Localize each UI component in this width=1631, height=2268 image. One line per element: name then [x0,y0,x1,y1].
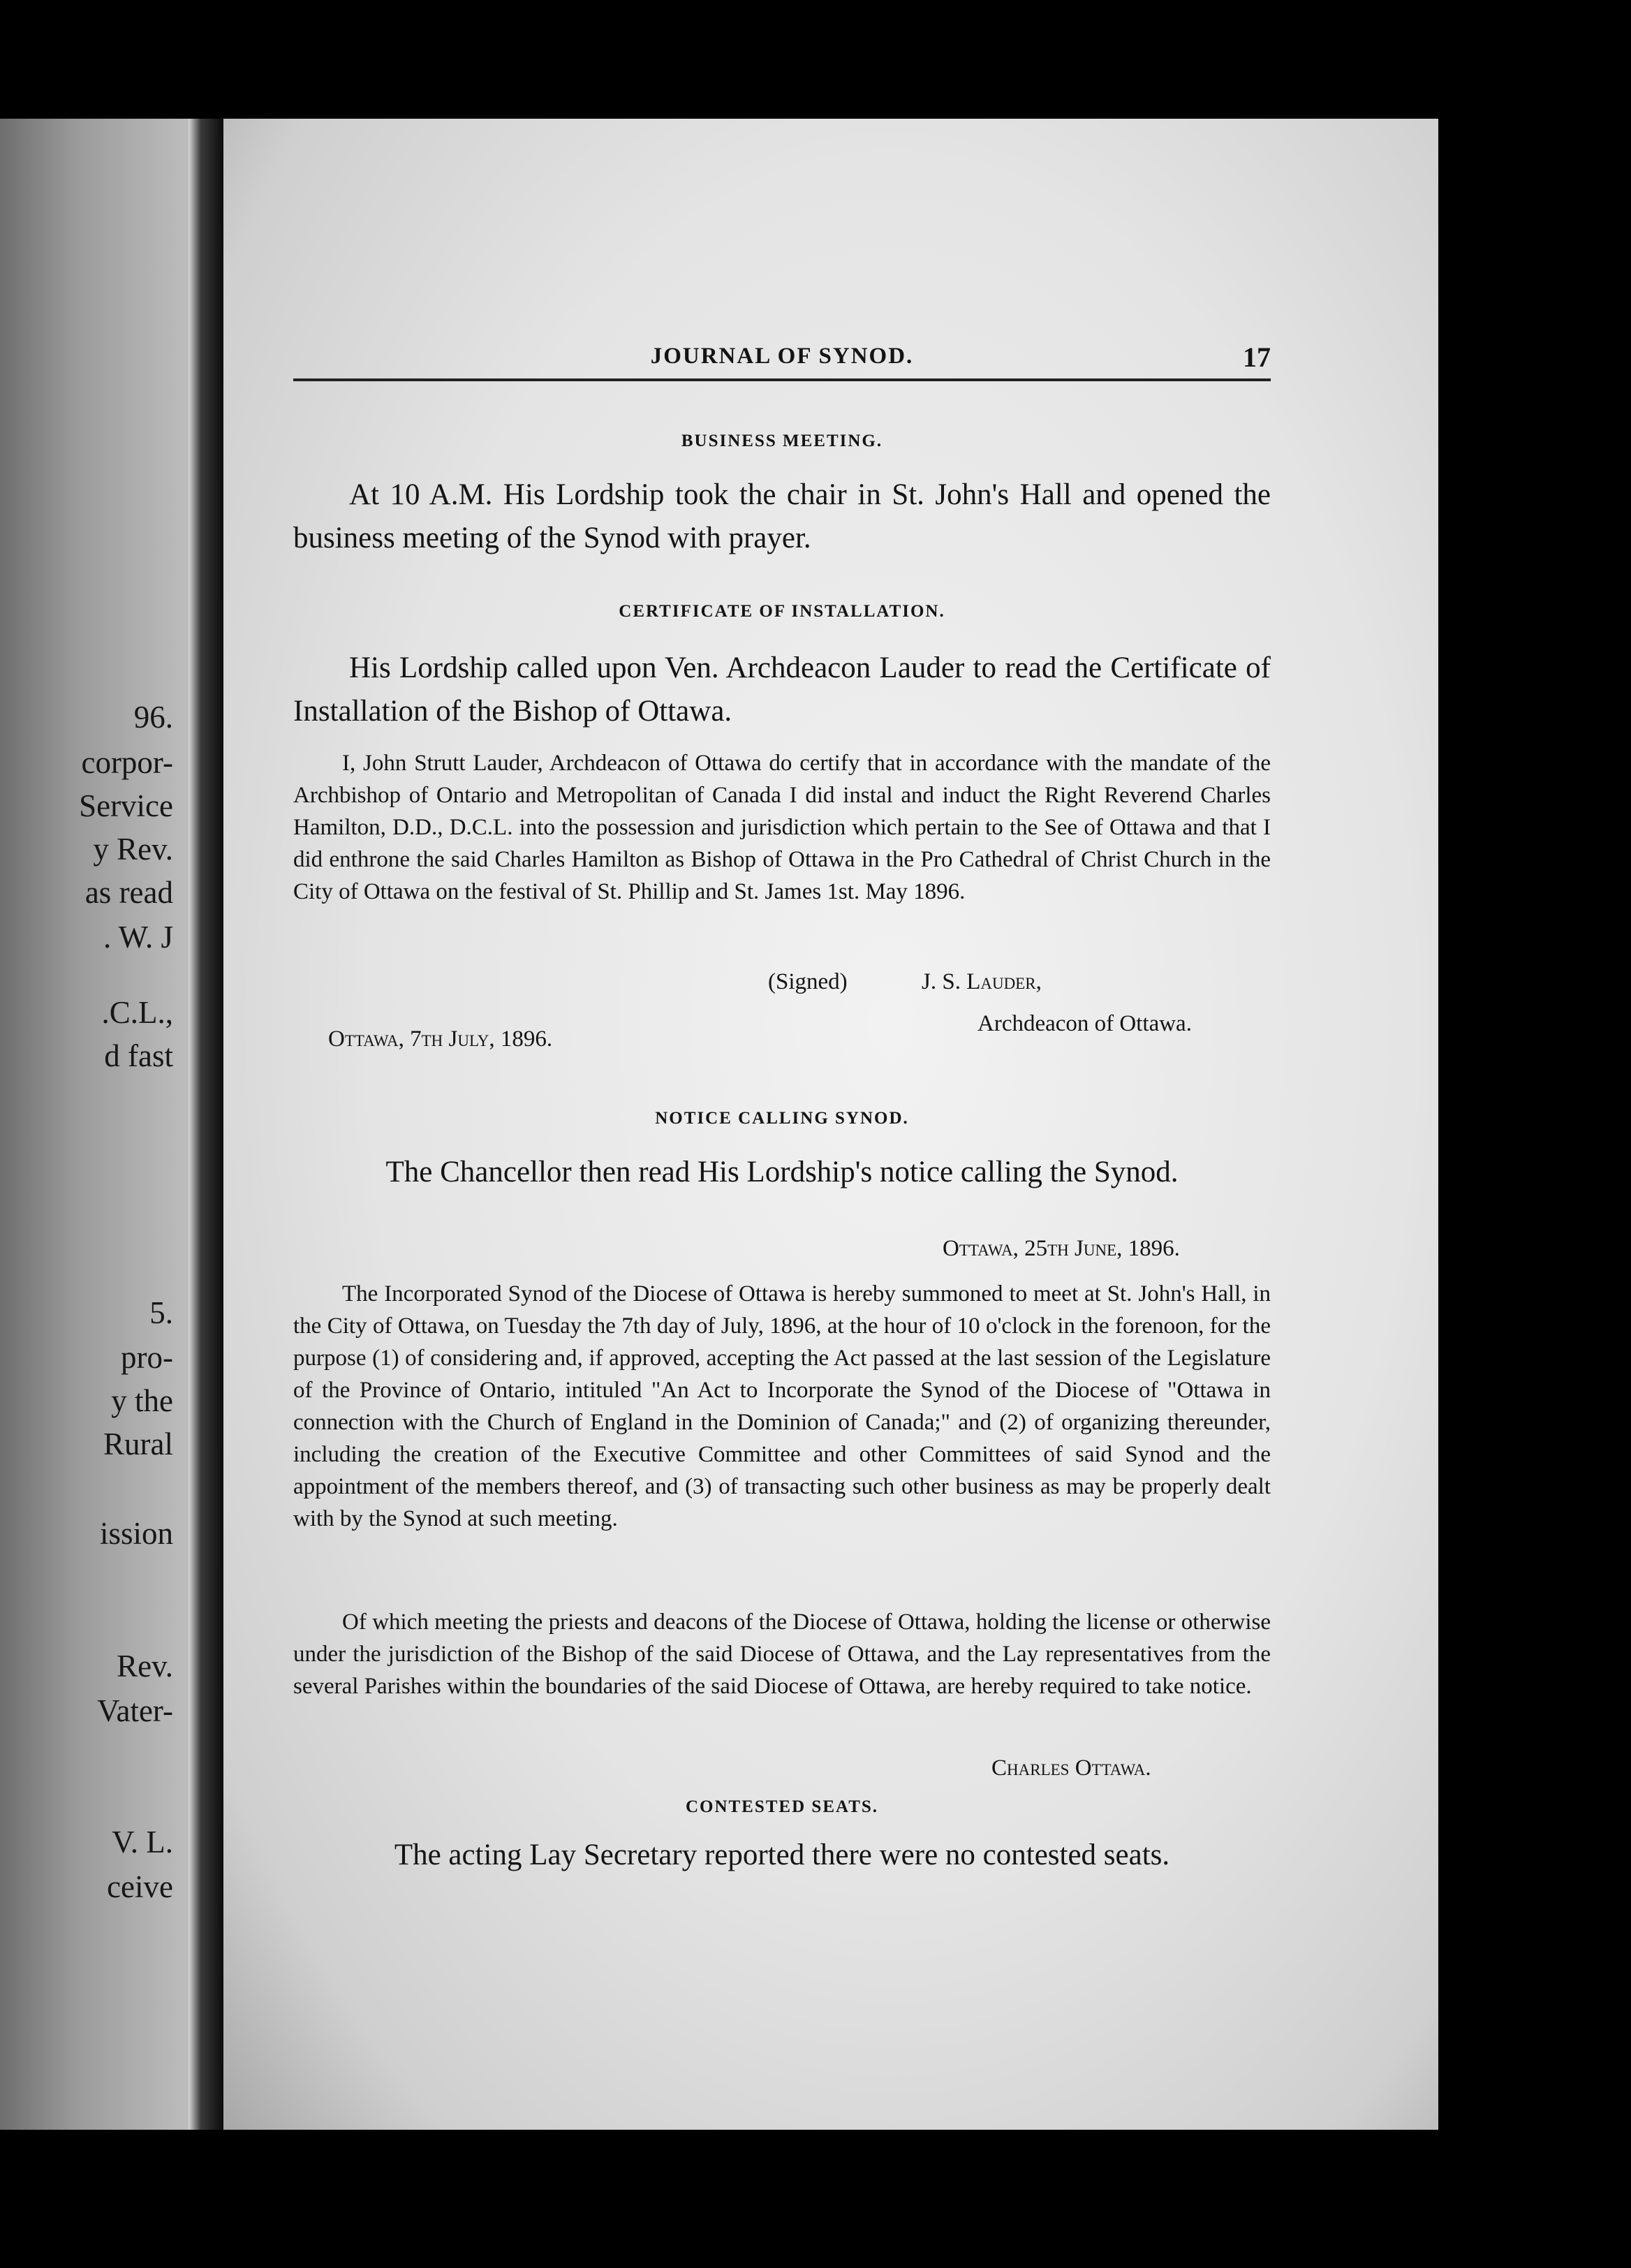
notice-intro-paragraph: The Chancellor then read His Lordship's notice calling the Synod. [385,1156,1179,1188]
section-heading-business-meeting: BUSINESS MEETING. [681,432,883,450]
previous-page-fragment: Vater- [96,1693,173,1728]
journal-page [223,119,1438,2130]
section-heading-certificate: CERTIFICATE OF INSTALLATION. [619,602,945,621]
signer-title: Archdeacon of Ottawa. [977,1011,1192,1036]
previous-page-fragment: .C.L., [101,995,173,1030]
certificate-intro-paragraph: His Lordship called upon Ven. Archdeacon Lauder to read the Certificate of Installation of the Bishop of Ottawa. [293,651,1271,728]
section-heading-notice: NOTICE CALLING SYNOD. [655,1109,909,1128]
business-meeting-paragraph: At 10 A.M. His Lordship took the chair in St. John's Hall and opened the business meeting of the Synod with prayer. [293,478,1271,554]
notice-paragraph-2: Of which meeting the priests and deacons of the Diocese of Ottawa, holding the license or otherwise under the jurisdiction of the Bishop of the said Diocese of Ottawa, and the Lay representatives from the several Parishes within the boundaries of the said Diocese of Ottawa, are hereby required to take notice. [293,1610,1271,1699]
notice-place-date: Ottawa, 25th June, 1896. [943,1236,1180,1261]
page-number: 17 [1243,341,1271,373]
previous-page-fragment: y the [111,1383,173,1418]
certificate-place-date: Ottawa, 7th July, 1896. [328,1026,553,1052]
previous-page-fragment: V. L. [112,1825,173,1860]
previous-page-edge [0,119,189,2130]
previous-page-fragment: corpor- [81,745,173,780]
notice-paragraph-1: The Incorporated Synod of the Diocese of Ottawa is hereby summoned to meet at St. John's Hall, in the City of Ottawa, on Tuesday the 7th day of July, 1896, at the hour of 10 o'clock in the forenoon, for the purpose (1) of considering and, if approved, accepting the Act passed at the last session of the Legislature of the Province of Ontario, intituled "An Act to Incorporate the Synod of the Diocese of "Ottawa in connection with the Church of England in the Dominion of Canada;" and (2) of organizing thereunder, including the creation of the Executive Committee and other Committees of said Synod and the appointment of the members thereof, and (3) of transacting such other business as may be properly dealt with by the Synod at such meeting. [293,1281,1271,1531]
book-gutter [189,119,223,2130]
previous-page-fragment: 96. [133,700,173,735]
notice-signature: Charles Ottawa. [991,1755,1151,1781]
running-title: JOURNAL OF SYNOD. [650,344,914,369]
header-rule [293,378,1271,381]
previous-page-fragment: Rural [103,1427,173,1461]
previous-page-fragment: y Rev. [93,832,173,867]
previous-page-fragment: . W. J [103,920,173,955]
previous-page-fragment: d fast [104,1038,173,1073]
previous-page-fragment: ceive [107,1869,173,1904]
certificate-body-paragraph: I, John Strutt Lauder, Archdeacon of Ottawa do certify that in accordance with the mandate of the Archbishop of Ontario and Metropolitan of Canada I did instal and induct the Right Reverend Charles Hamilton, D.D., D.C.L. into the possession and jurisdiction which pertain to the See of Ottawa and that I did enthrone the said Charles Hamilton as Bishop of Ottawa in the Pro Cathedral of Christ Church in the City of Ottawa on the festival of St. Phillip and St. James 1st. May 1896. [293,751,1271,904]
signed-label: (Signed) [768,969,848,994]
previous-page-fragment: Service [79,788,173,823]
previous-page-fragment: 5. [149,1295,173,1330]
previous-page-fragment: pro- [121,1340,173,1375]
signer-name: J. S. Lauder, [922,969,1042,994]
previous-page-fragment: Rev. [117,1649,173,1684]
section-heading-contested-seats: CONTESTED SEATS. [685,1797,879,1816]
previous-page-fragment: ission [99,1516,173,1551]
contested-seats-paragraph: The acting Lay Secretary reported there were no contested seats. [394,1839,1170,1871]
previous-page-fragment: as read [84,875,173,910]
